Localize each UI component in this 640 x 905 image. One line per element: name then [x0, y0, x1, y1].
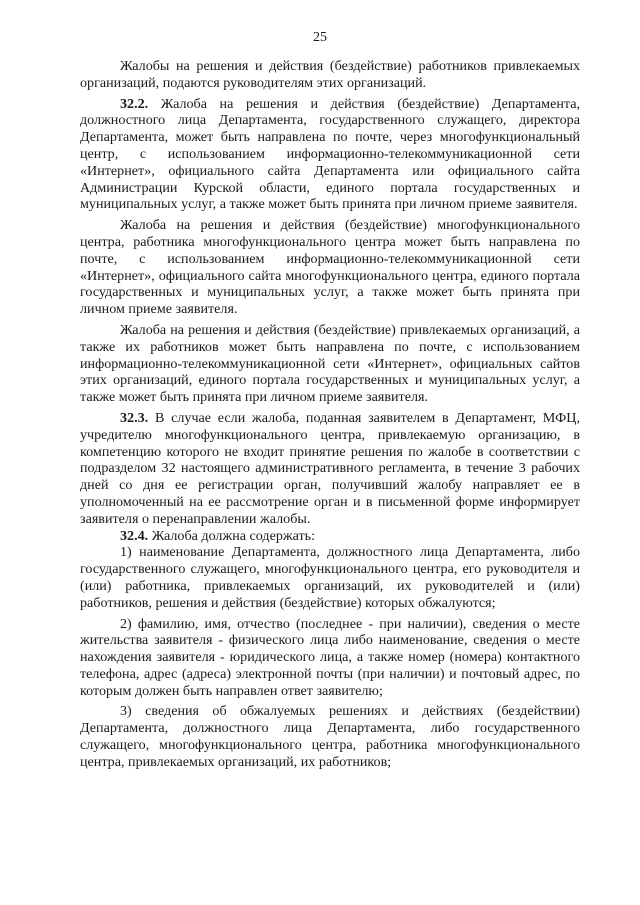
paragraph-text: 1) наименование Департамента, должностного лица Департамента, либо государственного служащего, многофункционального центра, его руководителя и (или) работника, привлекаемых организаций, их руководителей и (или) работников, решения и действия (бездействие) которых обжалуются;	[80, 544, 580, 611]
paragraph-complaint-organizations	[80, 58, 580, 92]
paragraph-text: Жалоба на решения и действия (бездействие) многофункционального центра, работника многофункционального центра может быть направлена по почте, с использованием информационно-телекоммуникационной сети «Интернет», официального сайта многофункционального центра, единого портала государственных и муниципальных услуг, а также может быть принята при личном приеме заявителя.	[80, 217, 580, 318]
list-item-3	[80, 703, 580, 770]
section-number: 32.2.	[120, 95, 149, 112]
paragraph-32-3	[80, 410, 580, 528]
list-item-2	[80, 616, 580, 700]
paragraph-text: Жалоба на решения и действия (бездействие) привлекаемых организаций, а также их работников может быть направлена по почте, с использованием информационно-телекоммуникационной сети «Интернет», официальных сайтов этих организаций, единого портала государственных и муниципальных услуг, а также может быть принята при личном приеме заявителя.	[80, 321, 580, 406]
section-number: 32.3.	[120, 409, 149, 426]
document-body	[80, 58, 580, 771]
paragraph-complaint-attracted-orgs	[80, 322, 580, 406]
paragraph-complaint-mfc	[80, 217, 580, 318]
paragraph-32-2	[80, 96, 580, 214]
paragraph-32-4	[80, 528, 580, 545]
paragraph-text: Жалобы на решения и действия (бездействие) работников привлекаемых организаций, подаются руководителям этих организаций.	[80, 58, 580, 91]
list-item-1	[80, 544, 580, 611]
paragraph-text: 3) сведения об обжалуемых решениях и действиях (бездействии) Департамента, должностного лица Департамента, либо государственного служащего, многофункционального центра, работника многофункционального центра, привлекаемых организаций, их работников;	[80, 703, 580, 770]
paragraph-text: Жалоба должна содержать:	[148, 527, 316, 544]
paragraph-text: 2) фамилию, имя, отчество (последнее - при наличии), сведения о месте жительства заявителя - физического лица либо наименование, сведения о месте нахождения заявителя - юридического лица, а также номер (номера) контактного телефона, адрес (адреса) электронной почты (при наличии) и почтовый адрес, по которым должен быть направлен ответ заявителю;	[80, 615, 580, 699]
paragraph-text: В случае если жалоба, поданная заявителем в Департамент, МФЦ, учредителю многофункционального центра, привлекаемую организацию, в компетенцию которого не входит принятие решения по жалобе в соответствии с подразделом 32 настоящего административного регламента, в течение 3 рабочих дней со дня ее регистрации орган, получивший жалобу направляет ее в уполномоченный на ее рассмотрение орган и в письменной форме информирует заявителя о перенаправлении жалобы.	[80, 409, 580, 527]
page-number: 25	[313, 30, 327, 45]
paragraph-text: Жалоба на решения и действия (бездействие) Департамента, должностного лица Департамента, государственного служащего, директора Департамента, может быть направлена по почте, через многофункциональный центр, с использованием информационно-телекоммуникационной сети «Интернет», официального сайта Департамента или официального сайта Администрации Курской области, единого портала государственных и муниципальных услуг, а также может быть принята при личном приеме заявителя.	[80, 95, 580, 213]
section-number: 32.4.	[120, 527, 149, 544]
